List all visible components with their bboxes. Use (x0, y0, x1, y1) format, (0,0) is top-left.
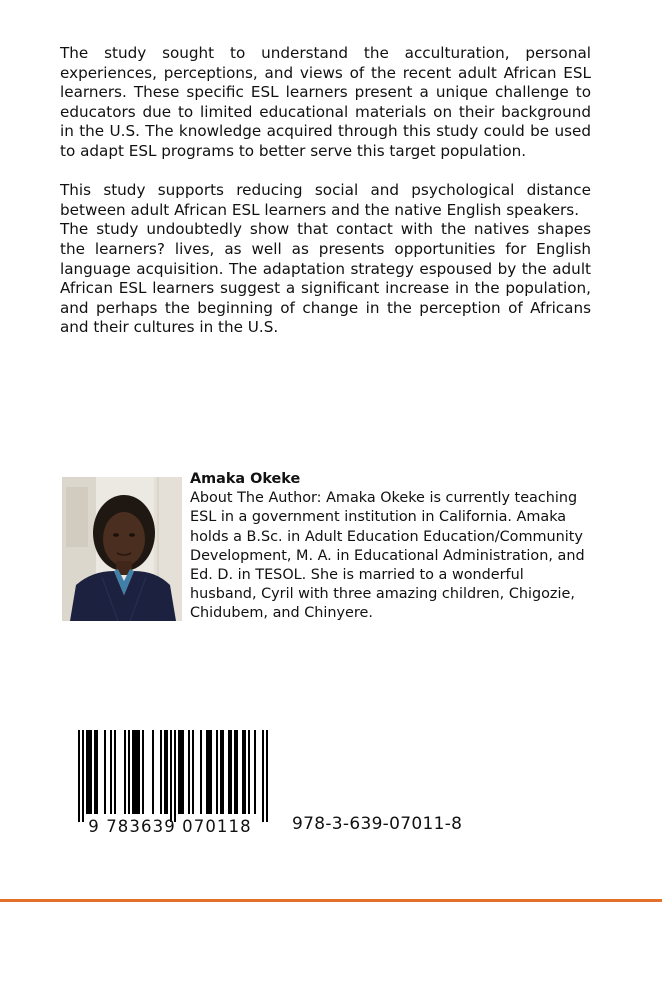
barcode-bar (114, 730, 116, 814)
barcode-bar (104, 730, 106, 814)
barcode-bar (254, 730, 256, 814)
author-section (190, 470, 590, 624)
barcode-bar (262, 730, 264, 822)
author-name: Amaka Okeke (190, 471, 301, 487)
barcode-bar (216, 730, 218, 814)
abstract-paragraph-2: This study supports reducing social and psychological distance between adult African ESL learners and the native English speakers. (60, 181, 591, 219)
abstract-paragraph-1: The study sought to understand the acculturation, personal experiences, perceptions, and views of the recent adult African ESL learners. These specific ESL learners present a unique challenge to educators due to limited educational materials on their background in the U.S. The knowledge acquired through this study could be used to adapt ESL programs to better serve this target population. (60, 44, 591, 160)
isbn-number: 978-3-639-07011-8 (292, 814, 463, 834)
barcode-bar (94, 730, 98, 814)
barcode-bar (220, 730, 224, 814)
barcode-bar (206, 730, 212, 814)
back-cover-abstract (60, 44, 591, 338)
barcode-bar (188, 730, 190, 814)
barcode-bar (242, 730, 246, 814)
barcode-bar (200, 730, 202, 814)
barcode-bar (266, 730, 268, 822)
barcode-bars (68, 728, 273, 840)
barcode-digits: 9 783639 070118 (88, 817, 252, 836)
barcode-bar (164, 730, 168, 814)
barcode-bar (142, 730, 144, 814)
barcode-bar (192, 730, 194, 814)
barcode-bar (152, 730, 154, 814)
barcode-bar (82, 730, 84, 822)
barcode-bar (124, 730, 126, 814)
bottom-accent-rule (0, 899, 662, 902)
barcode-bar (178, 730, 184, 814)
barcode-bar (228, 730, 232, 814)
barcode-bar (248, 730, 250, 814)
author-photo (62, 477, 182, 621)
barcode-bar (128, 730, 130, 814)
barcode-bar (132, 730, 140, 814)
barcode-bar (78, 730, 80, 822)
barcode-bar (170, 730, 172, 822)
barcode-bar (160, 730, 162, 814)
isbn-barcode (68, 728, 468, 838)
author-bio: About The Author: Amaka Okeke is currently teaching ESL in a government institution in California. Amaka holds a B.Sc. in Adult Education Education/Community Development, M. A. in Educational Administration, and Ed. D. in TESOL. She is married to a wonderful husband, Cyril with three amazing children, Chigozie, Chidubem, and Chinyere. (190, 490, 585, 622)
barcode-bar (110, 730, 112, 814)
author-portrait-image (62, 477, 182, 621)
barcode-bar (86, 730, 92, 814)
barcode-bar (234, 730, 238, 814)
abstract-paragraph-3: The study undoubtedly show that contact with the natives shapes the learners? lives, as well as presents opportunities for English language acquisition. The adaptation strategy espoused by the adult African ESL learners suggest a significant increase in the population, and perhaps the beginning of change in the perception of Africans and their cultures in the U.S. (60, 220, 591, 337)
barcode-bar (174, 730, 176, 822)
